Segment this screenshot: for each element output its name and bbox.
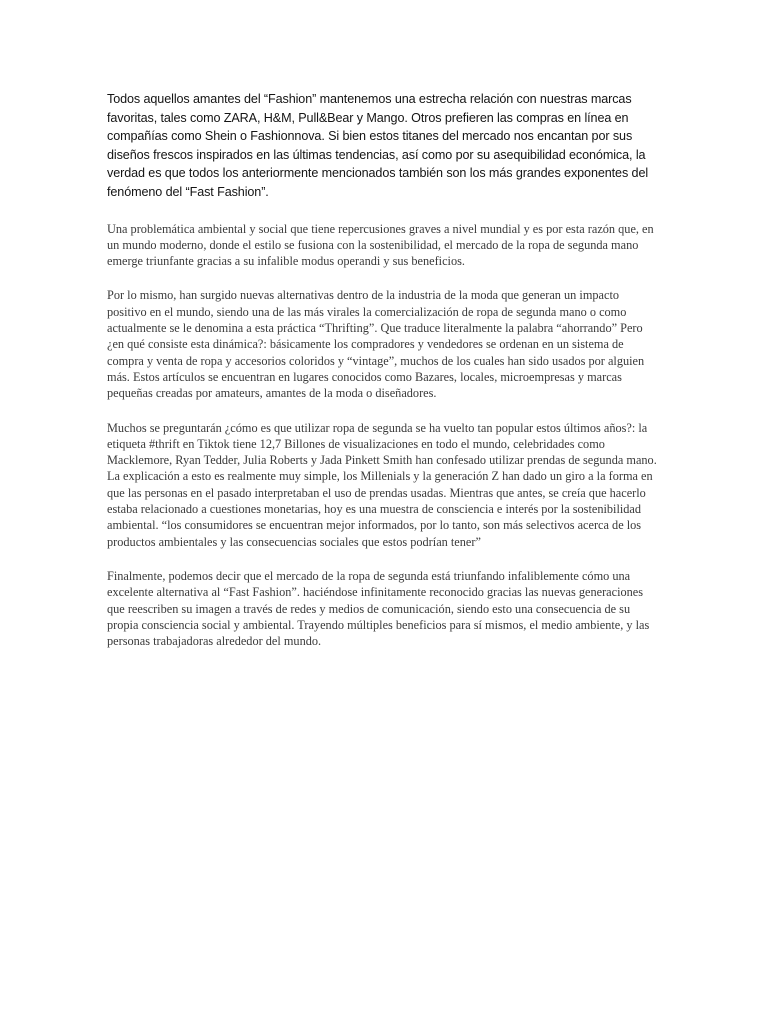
paragraph-conclusion: Finalmente, podemos decir que el mercado de la ropa de segunda está triunfando infaliblemente cómo una excelente alternativa al “Fast Fashion”. haciéndose infinitamente reconocido gracias las nuevas generaciones que reescriben su imagen a través de redes y medios de comunicación, siendo esto una consecuencia de su propia consciencia social y ambiental. Trayendo múltiples beneficios para sí mismos, el medio ambiente, y las personas trabajadoras alrededor del mundo. [107,568,650,649]
paragraph-environmental-problem: Una problemática ambiental y social que tiene repercusiones graves a nivel mundial y es por esta razón que, en un mundo moderno, donde el estilo se fusiona con la sostenibilidad, el mercado de la ropa de segunda mano emerge triunfante gracias a su infalible modus operandi y sus beneficios. [107,221,654,269]
document-page [107,90,660,667]
paragraph-popularity: Muchos se preguntarán ¿cómo es que utilizar ropa de segunda se ha vuelto tan popular estos últimos años?: la etiqueta #thrift en Tiktok tiene 12,7 Billones de visualizaciones en todo el mundo, celebridades como Macklemore, Ryan Tedder, Julia Roberts y Jada Pinkett Smith han confesado utilizar prendas de segunda mano. La explicación a esto es realmente muy simple, los Millenials y la generación Z han dado un giro a la forma en que las personas en el pasado interpretaban el uso de prendas usadas. Mientras que antes, se creía que hacerlo estaba relacionado a cuestiones monetarias, hoy es una muestra de consciencia e interés por la sostenibilidad ambiental. “los consumidores se encuentran mejor informados, por lo tanto, son más selectivos acerca de los productos ambientales y las consecuencias sociales que estos podrían tener” [107,420,657,549]
paragraph-thrifting: Por lo mismo, han surgido nuevas alternativas dentro de la industria de la moda que generan un impacto positivo en el mundo, siendo una de las más virales la comercialización de ropa de segunda mano o como actualmente se le denomina a esta práctica “Thrifting”. Que traduce literalmente la palabra “ahorrando” Pero ¿en qué consiste esta dinámica?: básicamente los compradores y vendedores se ordenan en un sistema de compra y venta de ropa y accesorios coloridos y “vintage”, muchos de los cuales han sido usados por alguien más. Estos artículos se encuentran en lugares conocidos como Bazares, locales, microempresas y marcas pequeñas creadas por amateurs, amantes de la moda o diseñadores. [107,288,645,401]
intro-paragraph: Todos aquellos amantes del “Fashion” mantenemos una estrecha relación con nuestras marcas favoritas, tales como ZARA, H&M, Pull&Bear y Mango. Otros prefieren las compras en línea en compañías como Shein o Fashionnova. Si bien estos titanes del mercado nos encantan por sus diseños frescos inspirados en las últimas tendencias, así como por su asequibilidad económica, la verdad es que todos los anteriormente mencionados también son los más grandes exponentes del fenómeno del “Fast Fashion”. [107,92,649,199]
